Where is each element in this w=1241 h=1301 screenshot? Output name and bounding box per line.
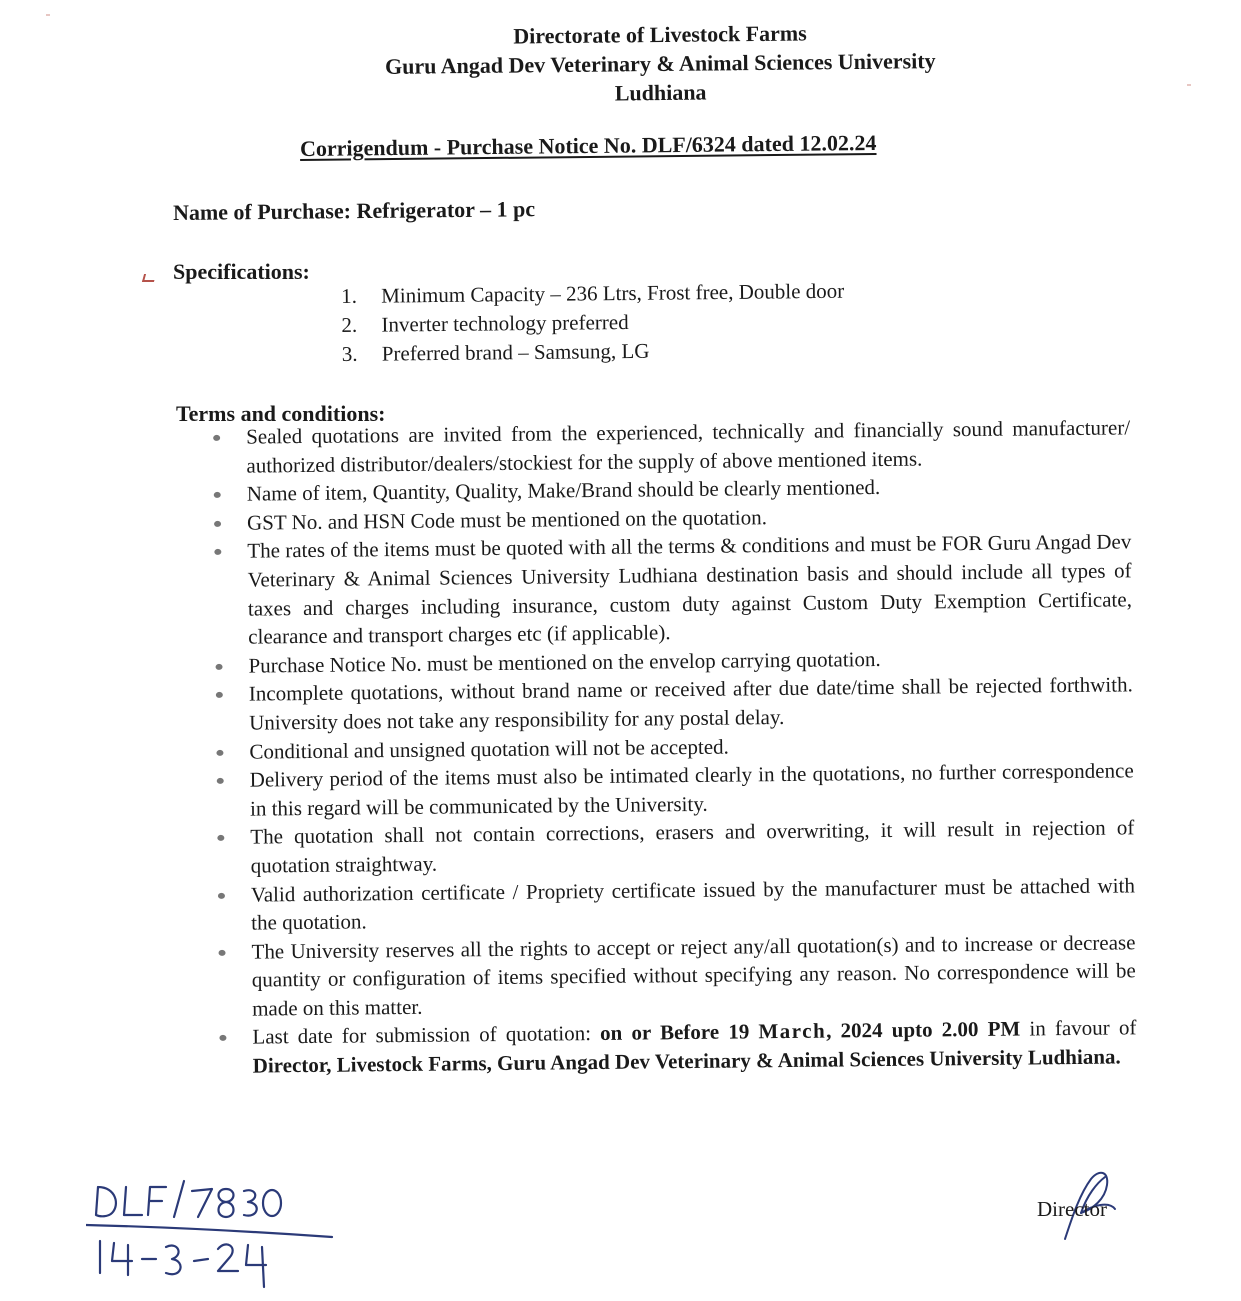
bullet-icon bbox=[218, 892, 225, 898]
bullet-icon bbox=[214, 521, 221, 527]
term-item bbox=[214, 814, 1135, 881]
terms-heading: Terms and conditions: bbox=[176, 401, 386, 426]
spec-text: Preferred brand – Samsung, LG bbox=[381, 338, 650, 366]
signatory-title: Director bbox=[1037, 1197, 1107, 1221]
corrigendum-title: Corrigendum - Purchase Notice No. DLF/6324 dated 12.02.24 bbox=[299, 129, 877, 161]
term-text: The rates of the items must be quoted with all the terms & conditions and must be FOR Guru Angad Dev Veterinary & Animal Sciences University Ludhiana destination basis and should include all types of taxes and charges including insurance, custom duty against Custom Duty Exemption Certificate, clearance and transport charges etc (if applicable). bbox=[247, 529, 1133, 649]
handwritten-note bbox=[86, 1175, 346, 1295]
deadline-part: on or Before 19 bbox=[599, 1019, 759, 1046]
last-date-deadline bbox=[600, 1017, 1020, 1045]
term-item bbox=[214, 756, 1135, 823]
term-text: Incomplete quotations, without brand name or received after due date/time shall be rejected forthwith. University does not take any responsibility for any postal delay. bbox=[248, 672, 1133, 735]
last-date-addressee: Director, Livestock Farms, Guru Angad Dev Veterinary & Animal Sciences University Ludhiana. bbox=[252, 1044, 1121, 1078]
bullet-icon bbox=[219, 1035, 226, 1041]
bullet-icon bbox=[214, 492, 221, 498]
term-text: Name of item, Quantity, Quality, Make/Brand should be clearly mentioned. bbox=[246, 475, 881, 506]
spec-number: 1. bbox=[341, 283, 358, 308]
spec-number: 3. bbox=[341, 341, 358, 366]
terms-list bbox=[210, 413, 1137, 1080]
spec-text: Minimum Capacity – 236 Ltrs, Frost free, Double door bbox=[381, 278, 845, 308]
deadline-part: , 2024 upto 2.00 PM bbox=[826, 1017, 1021, 1044]
term-text: Conditional and unsigned quotation will not be accepted. bbox=[249, 734, 729, 764]
scan-artifact bbox=[46, 14, 50, 16]
specifications-heading: Specifications: bbox=[173, 259, 310, 284]
bullet-icon bbox=[214, 549, 221, 555]
term-item-last-date bbox=[216, 1014, 1137, 1081]
spec-text: Inverter technology preferred bbox=[381, 309, 629, 337]
term-text: Delivery period of the items must also be intimated clearly in the quotations, no further correspondence in this regard will be communicated by the University. bbox=[249, 758, 1134, 821]
bullet-icon bbox=[217, 778, 224, 784]
term-item bbox=[210, 413, 1131, 480]
deadline-month: March bbox=[758, 1019, 827, 1044]
tick-mark-icon bbox=[142, 274, 156, 282]
letterhead bbox=[0, 14, 1241, 114]
term-item bbox=[211, 528, 1132, 652]
bullet-icon bbox=[216, 664, 223, 670]
term-text: Purchase Notice No. must be mentioned on the envelop carrying quotation. bbox=[248, 646, 881, 678]
bullet-icon bbox=[217, 835, 224, 841]
specifications-list bbox=[341, 276, 962, 369]
last-date-middle: in favour of bbox=[1020, 1015, 1137, 1042]
term-item bbox=[215, 871, 1136, 938]
scan-artifact bbox=[1187, 84, 1191, 86]
purchase-name: Name of Purchase: Refrigerator – 1 pc bbox=[172, 196, 536, 225]
spec-item bbox=[342, 334, 962, 369]
last-date-prefix: Last date for submission of quotation: bbox=[252, 1021, 601, 1050]
header-university: Guru Angad Dev Veterinary & Animal Sciences University bbox=[384, 48, 936, 79]
term-text: GST No. and HSN Code must be mentioned on the quotation. bbox=[246, 504, 768, 535]
bullet-icon bbox=[216, 692, 223, 698]
term-text: The quotation shall not contain corrections, erasers and overwriting, it will result in rejection of quotation straightway. bbox=[250, 815, 1135, 878]
bullet-icon bbox=[216, 749, 223, 755]
term-item bbox=[215, 928, 1136, 1023]
term-item bbox=[213, 671, 1134, 738]
bullet-icon bbox=[213, 435, 220, 441]
term-text: The University reserves all the rights to accept or reject any/all quotation(s) and to increase or decrease quantity or configuration of items specified without specifying any reason. No correspondence will be made on this matter. bbox=[251, 930, 1136, 1021]
bullet-icon bbox=[219, 950, 226, 956]
term-text: Sealed quotations are invited from the experienced, technically and financially sound manufacturer/ authorized distributor/dealers/stockiest for the supply of above mentioned items. bbox=[246, 415, 1131, 478]
term-text: Valid authorization certificate / Propriety certificate issued by the manufacturer must be attached with the quotation. bbox=[250, 872, 1136, 935]
header-city: Ludhiana bbox=[614, 79, 707, 106]
spec-number: 2. bbox=[341, 312, 358, 337]
header-directorate: Directorate of Livestock Farms bbox=[513, 20, 807, 49]
